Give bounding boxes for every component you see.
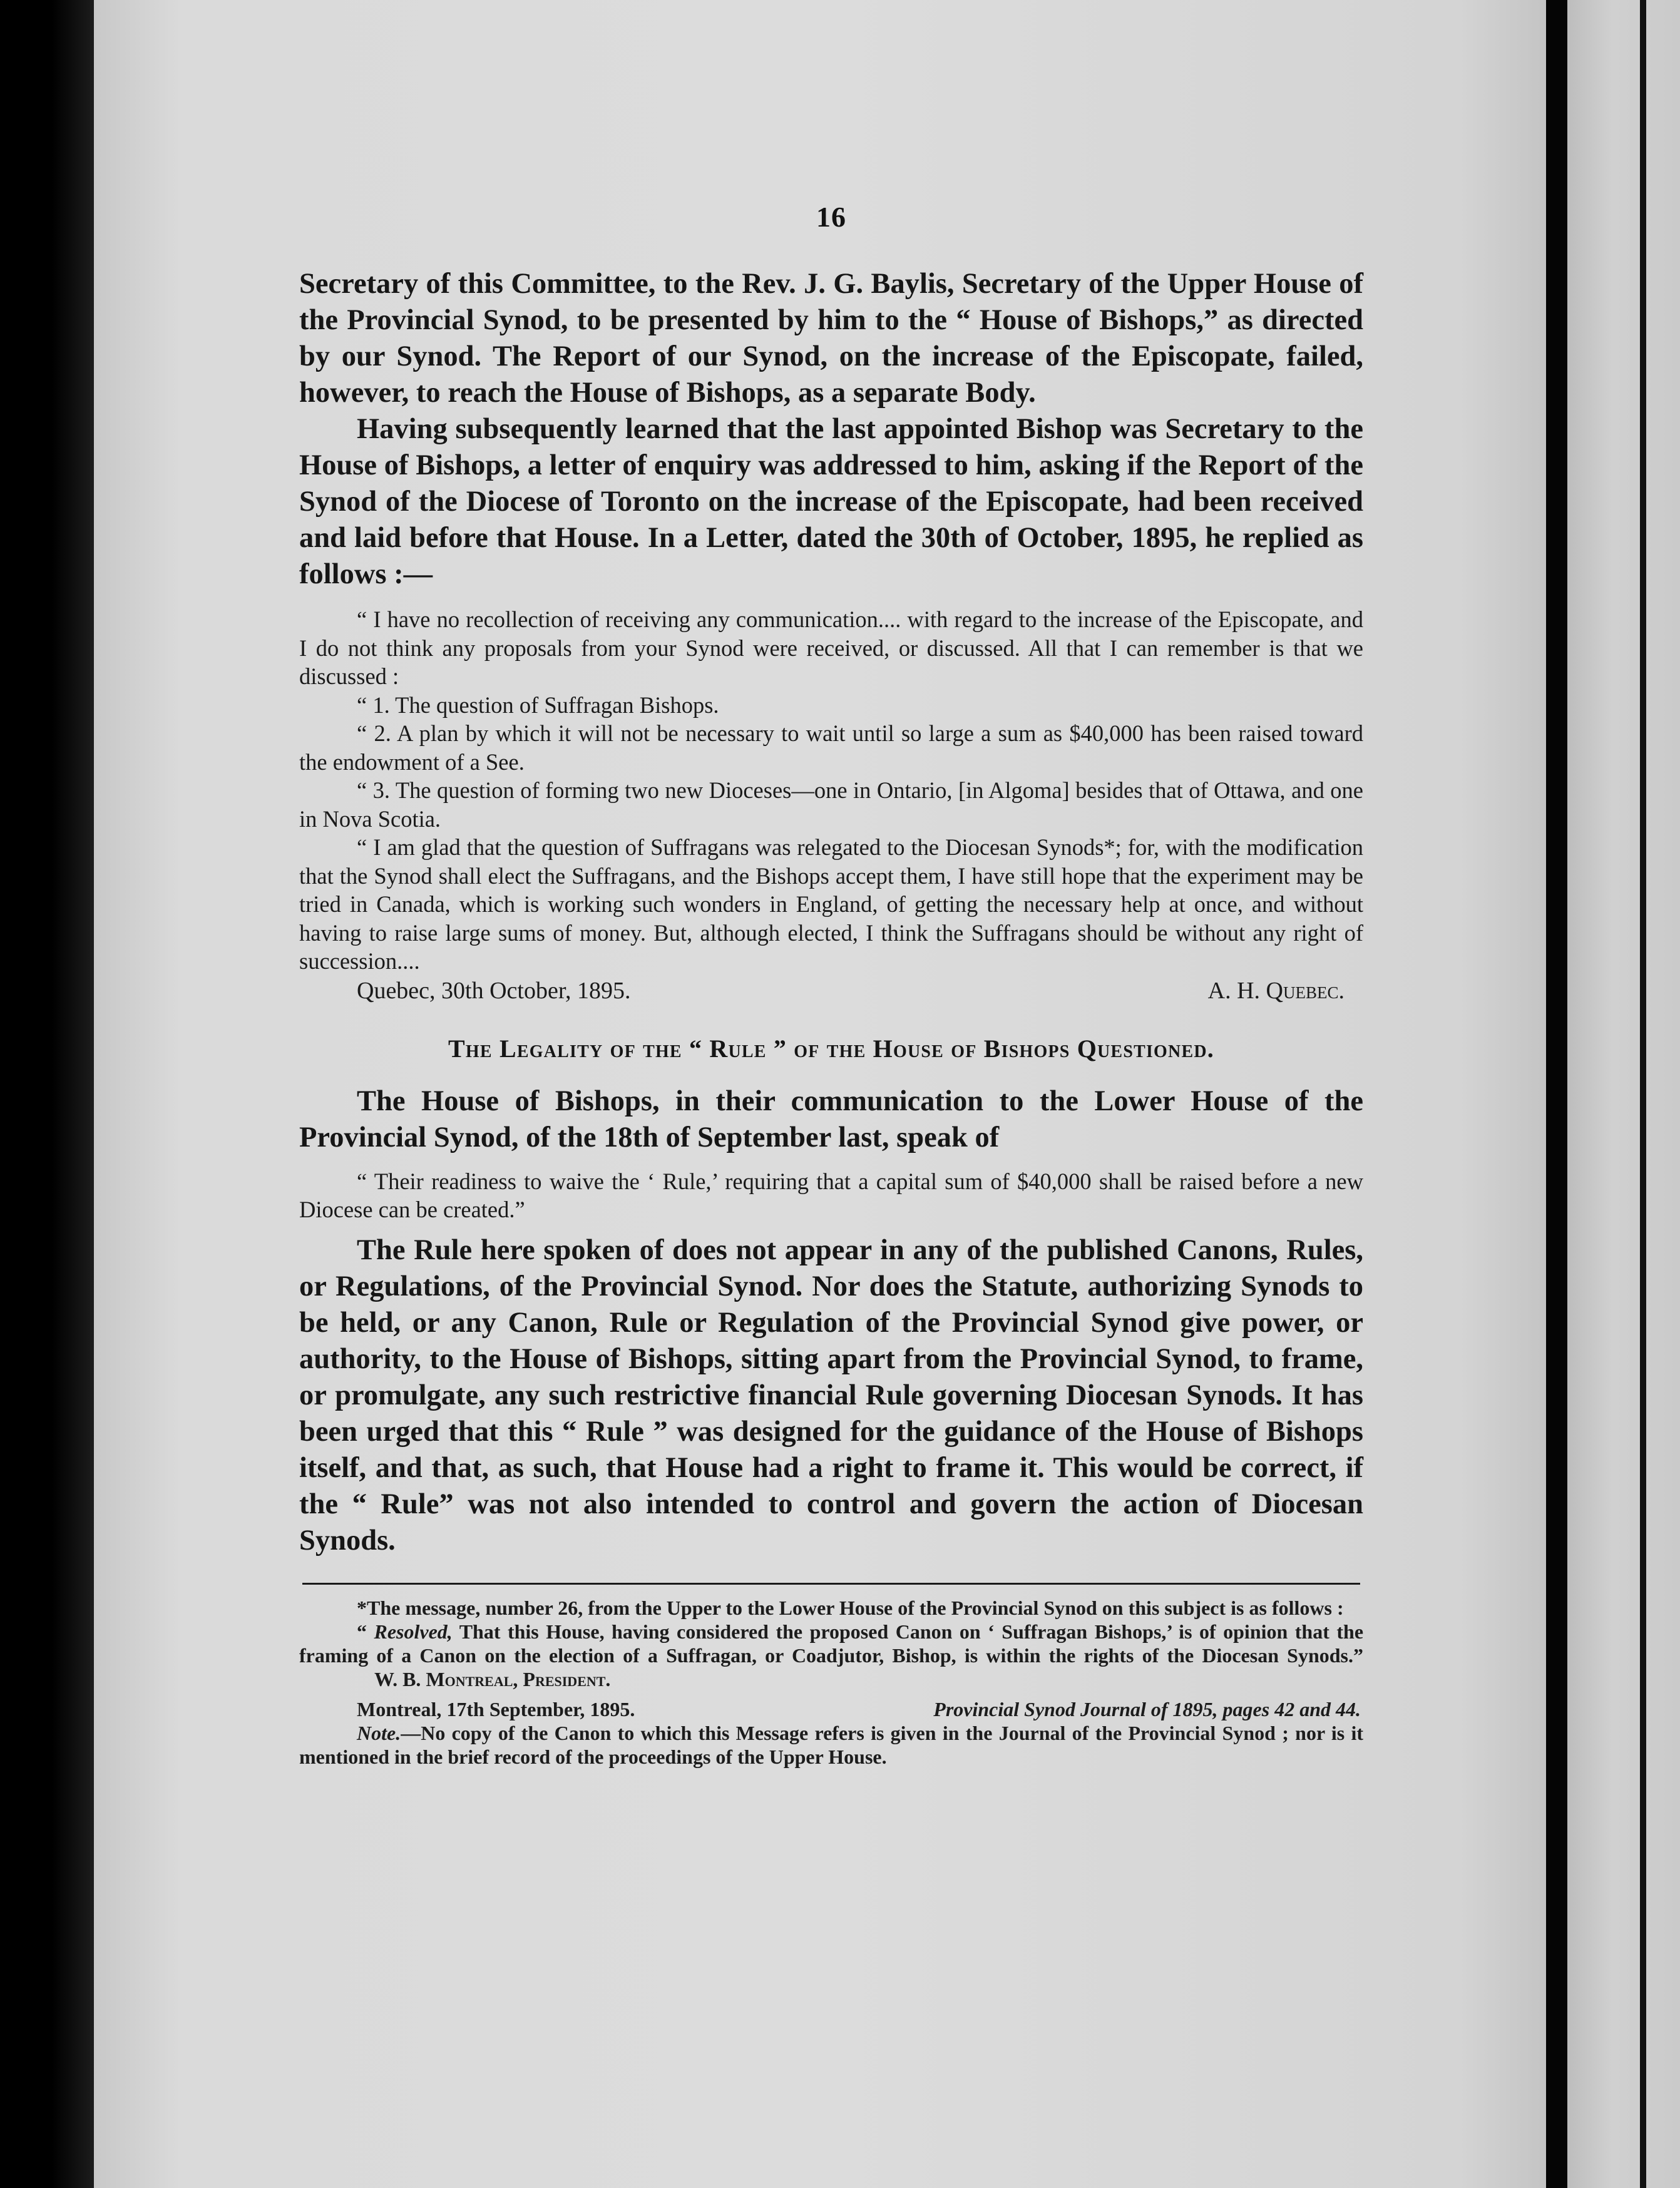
note-label: Note.	[357, 1721, 401, 1744]
paragraph: Having subsequently learned that the last appointed Bishop was Secretary to the House of Bishops, a letter of enquiry was addressed to him, asking if the Report of the Synod of the Diocese of Toronto on the increase of the Episcopate, had been received and laid before that House. In a Letter, dated the 30th of October, 1895, he replied as follows :—	[299, 413, 1363, 590]
section-body: The Rule here spoken of does not appear in any of the published Canons, Rules, or Regulations, of the Provincial Synod. Nor does the Statute, authorizing Synods to be held, or any Canon, Rule or Regulation of the Provincial Synod give power, or authority, to the House of Bishops, sitting apart from the Provincial Synod, to frame, or promulgate, any such restrictive financial Rule governing Diocesan Synods. It has been urged that this “ Rule ” was designed for the guidance of the House of Bishops itself, and that, as such, that House had a right to frame it. This would be correct, if the “ Rule” was not also intended to control and govern the action of Diocesan Synods.	[299, 1234, 1363, 1557]
page-number: 16	[816, 201, 846, 233]
letter-paragraph: “ 2. A plan by which it will not be necessary to wait until so large a sum as $40,000 has been raised toward the endowment of a See.	[299, 720, 1363, 775]
resolved-signature: W. B. Montreal, President.	[374, 1667, 611, 1690]
footnote-note	[299, 1721, 1363, 1769]
letter-signature: A. H. Quebec.	[1207, 977, 1345, 1004]
footnotes	[299, 1596, 1363, 1769]
section-body-block	[299, 1232, 1363, 1559]
opening-text	[299, 266, 1363, 593]
resolved-label: Resolved,	[374, 1620, 453, 1643]
footnote-divider	[302, 1583, 1360, 1585]
resolved-text: That this House, having considered the proposed Canon on ‘ Suffragan Bishops,’ is of opinion that the framing of a Canon on the election of a Suffragan, or Coadjutor, Bishop, is within the rights of the Diocesan Synods.”	[299, 1620, 1364, 1667]
letter-paragraph: “ 1. The question of Suffragan Bishops.	[357, 692, 719, 718]
section-quote-block	[299, 1167, 1363, 1224]
section-intro: The House of Bishops, in their communication to the Lower House of the Provincial Synod, of the 18th of September last, speak of	[299, 1085, 1363, 1153]
section-intro-block	[299, 1083, 1363, 1156]
letter-place-date: Quebec, 30th October, 1895.	[357, 977, 631, 1004]
note-text: —No copy of the Canon to which this Message refers is given in the Journal of the Provincial Synod ; nor is it mentioned in the brief record of the proceedings of the Upper House.	[299, 1721, 1363, 1768]
page-content	[299, 200, 1363, 1769]
letter-paragraph: “ 3. The question of forming two new Dioceses—one in Ontario, [in Algoma] besides that of Ottawa, and one in Nova Scotia.	[299, 777, 1363, 832]
paragraph: Secretary of this Committee, to the Rev. J. G. Baylis, Secretary of the Upper House of the Provincial Synod, to be presented by him to the “ House of Bishops,” as directed by our Synod. The Report of our Synod, on the increase of the Episcopate, failed, however, to reach the House of Bishops, as a separate Body.	[299, 268, 1363, 409]
letter-paragraph: “ I have no recollection of receiving any communication.... with regard to the increase of the Episcopate, and I do not think any proposals from your Synod were received, or discussed. All that I can remember is that we discussed :	[299, 606, 1363, 689]
page-gutter	[1546, 0, 1567, 2188]
footnote-source-row	[299, 1697, 1363, 1721]
bishop-letter	[299, 605, 1363, 1006]
adjacent-page-shadow	[1640, 0, 1646, 2188]
letter-signature-row	[299, 976, 1363, 1006]
scan-left-margin	[0, 0, 94, 2188]
footnote-intro: *The message, number 26, from the Upper to the Lower House of the Provincial Synod on this subject is as follows :	[357, 1596, 1344, 1619]
section-quote: “ Their readiness to waive the ‘ Rule,’ requiring that a capital sum of $40,000 shall be raised before a new Diocese can be created.”	[299, 1168, 1363, 1222]
footnote-place-date: Montreal, 17th September, 1895.	[357, 1697, 635, 1720]
adjacent-page-edge	[1567, 0, 1680, 2188]
section-heading: The Legality of the “ Rule ” of the House of Bishops Questioned.	[448, 1034, 1214, 1063]
footnote-source: Provincial Synod Journal of 1895, pages 42 and 44.	[933, 1697, 1361, 1720]
footnote-resolution: “ Resolved, That this House, having considered the proposed Canon on ‘ Suffragan Bishops,’ is of opinion that the framing of a Canon on the election of a Suffragan, or Coadjutor, Bishop, is within the rights of the Diocesan Synods.” W. B. Montreal, President.	[299, 1620, 1364, 1690]
letter-paragraph: “ I am glad that the question of Suffragans was relegated to the Diocesan Synods*; for, with the modification that the Synod shall elect the Suffragans, and the Bishops accept them, I have still hope that the experiment may be tried in Canada, which is working such wonders in England, of getting the necessary help at once, and without having to raise large sums of money. But, although elected, I think the Suffragans should be without any right of succession....	[299, 834, 1363, 974]
